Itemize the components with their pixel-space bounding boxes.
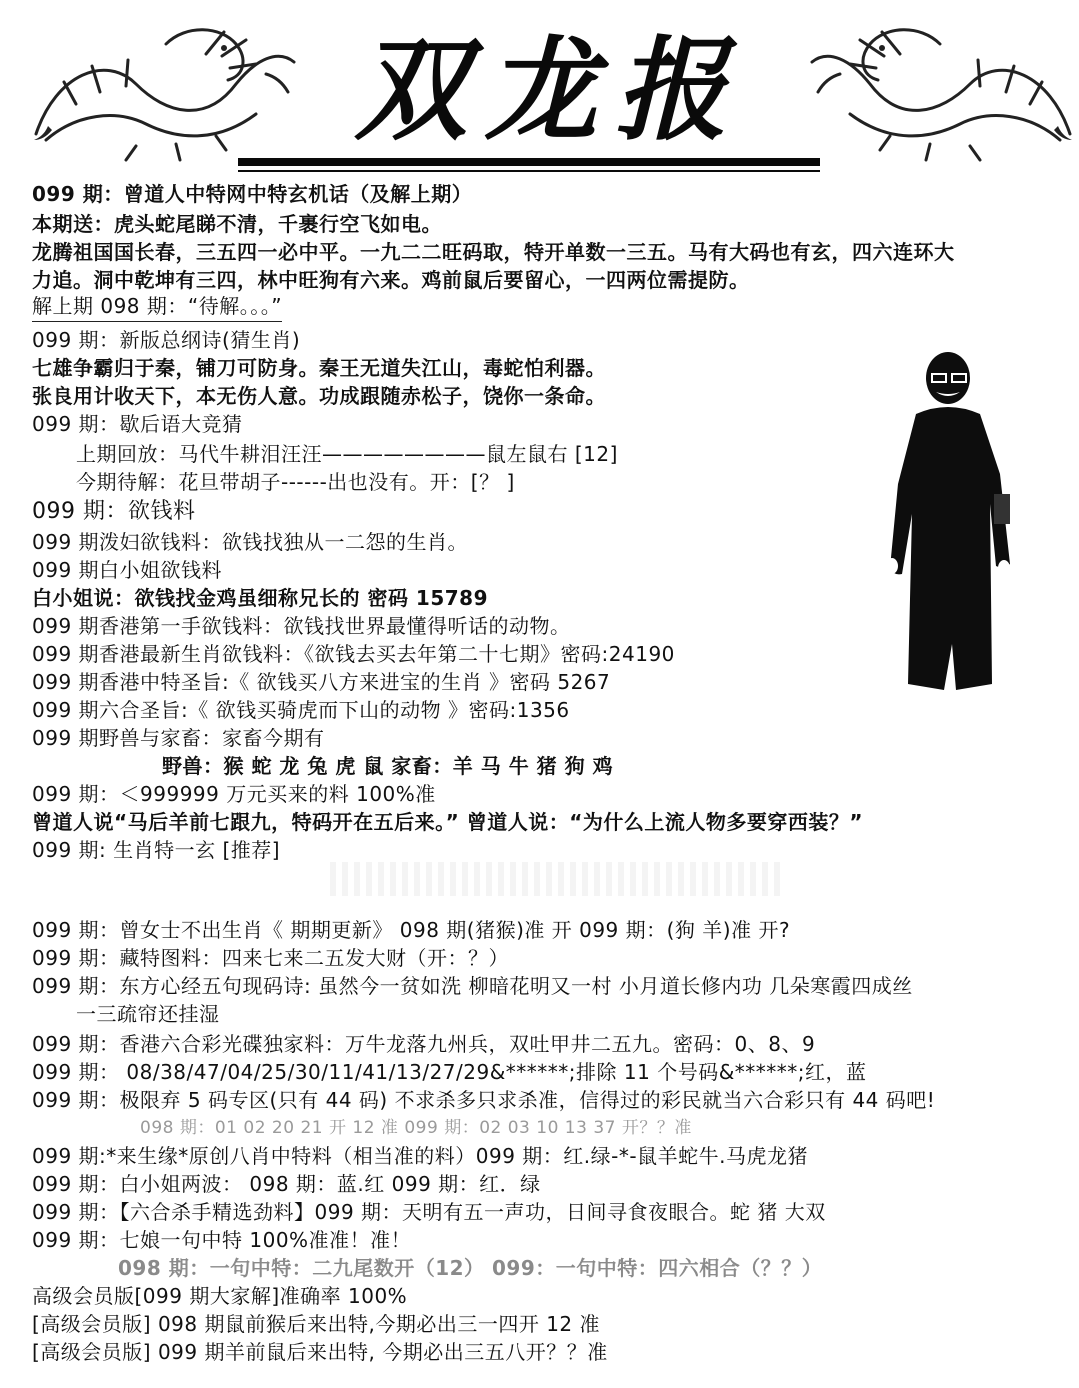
text-line: 白小姐说：欲钱找金鸡虽细称兄长的 密码 15789 — [32, 586, 489, 610]
text-line: 099 期：七娘一句中特 100%准准！准！ — [32, 1228, 412, 1252]
newspaper-title: 双龙报 — [355, 25, 745, 156]
dragon-icon — [800, 14, 1079, 164]
title-underline — [238, 158, 820, 166]
text-line: 099 期: 生肖特一玄 [推荐] — [32, 838, 281, 862]
text-line: 099 期:*来生缘*原创八肖中特料（相当准的料）099 期：红.绿-*-鼠羊蛇牛.马虎龙猪 — [32, 1144, 808, 1168]
text-line: 一三疏帘还挂湿 — [76, 1002, 220, 1026]
page-header — [0, 0, 1079, 190]
text-line: 野兽：猴 蛇 龙 兔 虎 鼠 家畜：羊 马 牛 猪 狗 鸡 — [162, 754, 614, 778]
text-line: 力追。洞中乾坤有三四，林中旺狗有六来。鸡前鼠后要留心，一四两位需提防。 — [32, 268, 750, 292]
text-line: 099 期白小姐欲钱料 — [32, 558, 223, 582]
text-line: 098 期：一句中特：二九尾数开（12） 099：一句中特：四六相合（？？） — [118, 1256, 823, 1280]
text-line: [高级会员版] 098 期鼠前猴后来出特,今期必出三一四开 12 准 — [32, 1312, 601, 1336]
text-line: 曾道人说“马后羊前七跟九，特码开在五后来。” 曾道人说：“为什么上流人物多要穿西装？” — [32, 810, 864, 834]
text-line: 099 期香港最新生肖欲钱料：《欲钱去买去年第二十七期》密码:24190 — [32, 642, 675, 666]
text-line: 099 期：歇后语大竞猜 — [32, 412, 243, 436]
faded-text-region — [330, 862, 780, 896]
text-line: 099 期： 08/38/47/04/25/30/11/41/13/27/29&******;排除 11 个号码&******;红，蓝 — [32, 1060, 867, 1084]
dragon-icon — [16, 14, 306, 164]
text-line: 099 期：极限弃 5 码专区(只有 44 码) 不求杀多只求杀准，信得过的彩民就当六合彩只有 44 码吧! — [32, 1088, 936, 1112]
text-line: 099 期野兽与家畜：家畜今期有 — [32, 726, 325, 750]
text-line: 099 期香港中特圣旨:《 欲钱买八方来进宝的生肖 》密码 5267 — [32, 670, 611, 694]
text-line: 098 期：01 02 20 21 开 12 准 099 期：02 03 10 13 37 开？？准 — [140, 1118, 692, 1138]
text-line: 099 期：＜999999 万元买来的料 100%准 — [32, 782, 436, 806]
text-line: 099 期：香港六合彩光碟独家料：万牛龙落九州兵，双吐甲井二五九。密码：0、8、9 — [32, 1032, 816, 1056]
text-line: 099 期香港第一手欲钱料：欲钱找世界最懂得听话的动物。 — [32, 614, 571, 638]
text-line: 099 期：曾道人中特网中特玄机话（及解上期） — [32, 182, 473, 206]
text-line: 099 期：【六合杀手精选劲料】099 期：天明有五一声功，日间寻食夜眼合。蛇 猪 大双 — [32, 1200, 826, 1224]
title-underline-thin — [238, 170, 820, 172]
text-line: 今期待解：花旦带胡子------出也没有。开：[？ ] — [76, 470, 515, 494]
text-line: 本期送：虎头蛇尾睇不清，千裹行空飞如电。 — [32, 212, 442, 236]
text-line: 099 期：藏特图料：四来七来二五发大财（开：？） — [32, 946, 510, 970]
text-line: 张良用计收天下，本无伤人意。功成跟随赤松子，饶你一条命。 — [32, 384, 606, 408]
text-line: 099 期：东方心经五句现码诗: 虽然今一贫如洗 柳暗花明又一村 小月道长修内功 几朵寒霞四成丝 — [32, 974, 913, 998]
text-line: 上期回放：马代牛耕泪汪汪————————鼠左鼠右 [12] — [76, 442, 618, 466]
text-line: 龙腾祖国国长春，三五四一必中平。一九二二旺码取，特开单数一三五。马有大码也有玄，四六连环大 — [32, 240, 955, 264]
text-line: 099 期泼妇欲钱料：欲钱找独从一二怨的生肖。 — [32, 530, 469, 554]
text-line: 099 期：曾女士不出生肖《 期期更新》 098 期(猪猴)准 开 099 期：(狗 羊)准 开? — [32, 918, 791, 942]
text-line: 099 期六合圣旨:《 欲钱买骑虎而下山的动物 》密码:1356 — [32, 698, 570, 722]
text-line: 七雄争霸归于秦，铺刀可防身。秦王无道失江山，毒蛇怕利器。 — [32, 356, 606, 380]
text-line: 099 期：欲钱料 — [32, 499, 196, 524]
text-line: 解上期 098 期：“待解。。。” — [32, 292, 282, 322]
text-line: 高级会员版[099 期大家解]准确率 100% — [32, 1284, 408, 1308]
person-in-robe-icon — [872, 344, 1022, 704]
text-line: [高级会员版] 099 期羊前鼠后来出特, 今期必出三五八开？？准 — [32, 1340, 608, 1364]
text-line: 099 期：新版总纲诗(猜生肖) — [32, 328, 301, 352]
text-line: 099 期：白小姐两波： 098 期：蓝.红 099 期：红．绿 — [32, 1172, 541, 1196]
